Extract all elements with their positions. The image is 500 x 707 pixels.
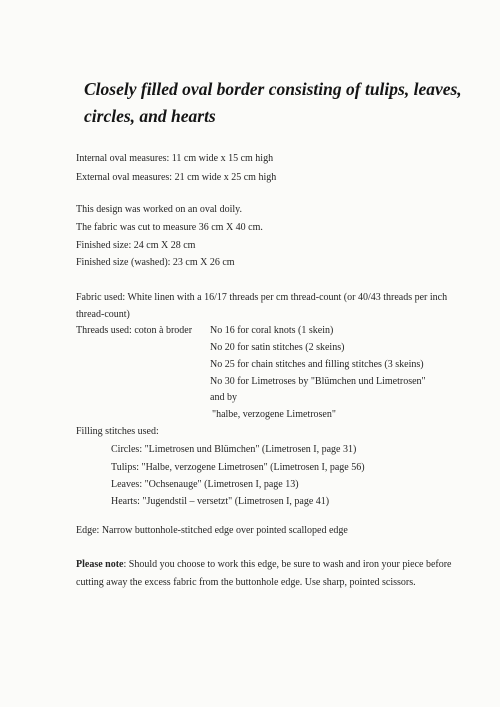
filling-label: Filling stitches used: — [76, 426, 159, 437]
thread-item: No 30 for Limetroses by "Blümchen und Limetrosen" — [210, 376, 426, 387]
filling-item-circles: Circles: "Limetrosen und Blümchen" (Limetrosen I, page 31) — [111, 444, 357, 455]
thread-item: "halbe, verzogene Limetrosen" — [212, 409, 336, 420]
design-line: Finished size (washed): 23 cm X 26 cm — [76, 257, 235, 268]
internal-measure: Internal oval measures: 11 cm wide x 15 cm high — [76, 153, 274, 164]
thread-item: No 20 for satin stitches (2 skeins) — [210, 342, 345, 353]
note-label: Please note — [76, 559, 124, 570]
page-title: Closely filled oval border consisting of tulips, leaves, circles, and hearts — [84, 79, 462, 126]
thread-item: No 16 for coral knots (1 skein) — [210, 325, 334, 336]
threads-label: Threads used: coton à broder — [76, 325, 193, 336]
design-line: Finished size: 24 cm X 28 cm — [76, 240, 196, 251]
thread-item: No 25 for chain stitches and filling stitches (3 skeins) — [210, 359, 424, 370]
fabric-line: thread-count) — [76, 309, 130, 320]
note-text: : Should you choose to work this edge, be sure to wash and iron your piece before — [123, 559, 452, 570]
note-line — [76, 558, 451, 571]
design-line: This design was worked on an oval doily. — [76, 204, 242, 215]
fabric-line: Fabric used: White linen with a 16/17 threads per cm thread-count (or 40/43 threads per inch — [76, 292, 448, 303]
design-line: The fabric was cut to measure 36 cm X 40 cm. — [76, 222, 263, 233]
filling-item-leaves: Leaves: "Ochsenauge" (Limetrosen I, page 13) — [111, 479, 299, 490]
edge-line: Edge: Narrow buttonhole-stitched edge over pointed scalloped edge — [76, 525, 348, 536]
filling-item-tulips: Tulips: "Halbe, verzogene Limetrosen" (Limetrosen I, page 56) — [111, 462, 365, 473]
thread-item: and by — [210, 392, 237, 403]
note-line: cutting away the excess fabric from the buttonhole edge. Use sharp, pointed scissors. — [76, 577, 416, 588]
external-measure: External oval measures: 21 cm wide x 25 cm high — [76, 172, 277, 183]
filling-item-hearts: Hearts: "Jugendstil – versetzt" (Limetrosen I, page 41) — [111, 496, 330, 507]
